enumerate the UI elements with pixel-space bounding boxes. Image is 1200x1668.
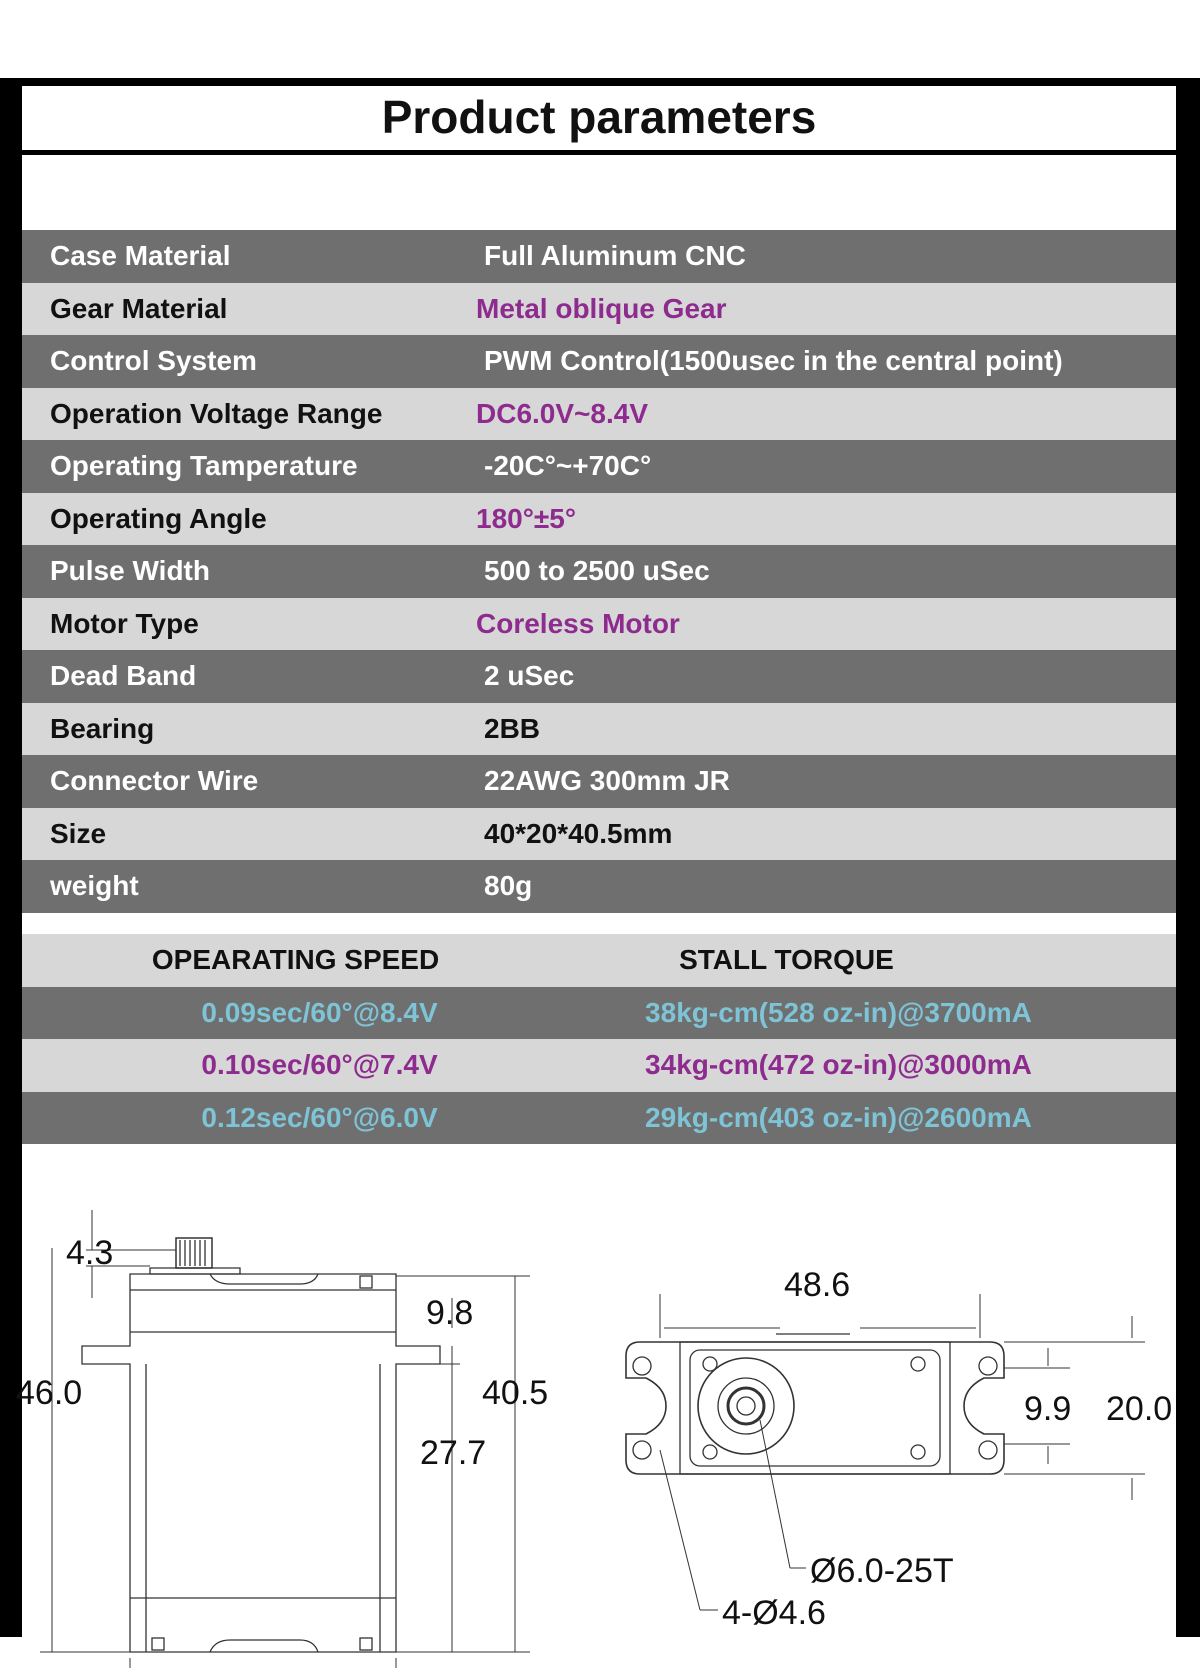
spec-label: weight <box>50 870 139 902</box>
title-divider <box>22 150 1176 155</box>
spec-value: Coreless Motor <box>476 607 680 639</box>
spec-row <box>22 598 1176 651</box>
spec-label: Operating Tamperature <box>50 450 358 482</box>
spec-label: Case Material <box>50 240 231 272</box>
speed-value: 0.09sec/60°@8.4V <box>201 996 438 1028</box>
spec-row <box>22 283 1176 336</box>
spec-label: Gear Material <box>50 292 228 324</box>
speed-header: OPEARATING SPEED <box>151 944 440 976</box>
spec-value: Metal oblique Gear <box>476 292 727 324</box>
spec-row <box>22 545 1176 598</box>
spec-label: Dead Band <box>50 660 197 692</box>
spec-value: 2BB <box>484 712 541 744</box>
dim-hole-spacing: 9.9 <box>1024 1390 1072 1428</box>
speed-value: 0.12sec/60°@6.0V <box>201 1101 438 1133</box>
performance-row <box>22 987 1176 1040</box>
spec-row <box>22 335 1176 388</box>
torque-value: 38kg-cm(528 oz-in)@3700mA <box>645 996 1032 1028</box>
performance-header <box>22 934 1176 987</box>
spec-row <box>22 493 1176 546</box>
torque-value: 34kg-cm(472 oz-in)@3000mA <box>645 1049 1032 1081</box>
dim-length: 48.6 <box>784 1266 851 1304</box>
spec-label: Control System <box>50 345 257 377</box>
spec-row <box>22 650 1176 703</box>
spec-label: Pulse Width <box>50 555 210 587</box>
spec-label: Operating Angle <box>50 502 267 534</box>
spec-value: 500 to 2500 uSec <box>484 555 710 587</box>
side-view-drawing <box>82 1238 440 1652</box>
page-title: Product parameters <box>381 91 817 143</box>
dimension-drawings <box>0 1234 1173 1668</box>
dim-top-width: 20.0 <box>1106 1390 1173 1428</box>
spec-label: Connector Wire <box>50 765 259 797</box>
spec-value: PWM Control(1500usec in the central point) <box>484 345 1063 377</box>
torque-header: STALL TORQUE <box>679 944 894 976</box>
spec-row <box>22 440 1176 493</box>
dim-body-height: 40.5 <box>482 1374 549 1412</box>
spec-value: 80g <box>484 870 533 902</box>
dim-holes: 4-Ø4.6 <box>722 1594 826 1632</box>
dim-spline: Ø6.0-25T <box>810 1552 954 1590</box>
dim-total-height: 46.0 <box>16 1374 83 1412</box>
spec-row <box>22 860 1176 913</box>
spec-table <box>22 230 1176 913</box>
spec-row <box>22 388 1176 441</box>
spec-value: DC6.0V~8.4V <box>476 397 648 429</box>
spec-label: Motor Type <box>50 607 199 639</box>
spec-label: Bearing <box>50 712 155 744</box>
spec-value: 180°±5° <box>476 502 577 534</box>
performance-table <box>22 934 1176 1144</box>
dim-spline-height: 4.3 <box>66 1234 114 1272</box>
performance-row <box>22 1039 1176 1092</box>
spec-row <box>22 230 1176 283</box>
spec-value: 40*20*40.5mm <box>484 817 673 849</box>
spec-label: Size <box>50 817 107 849</box>
torque-value: 29kg-cm(403 oz-in)@2600mA <box>645 1101 1032 1133</box>
dim-flange-offset: 9.8 <box>426 1294 474 1332</box>
performance-row <box>22 1092 1176 1145</box>
speed-value: 0.10sec/60°@7.4V <box>201 1049 438 1081</box>
spec-row <box>22 755 1176 808</box>
spec-value: 2 uSec <box>484 660 575 692</box>
spec-row <box>22 808 1176 861</box>
product-panel <box>16 86 1176 1637</box>
spec-row <box>22 703 1176 756</box>
spec-value: -20C°~+70C° <box>484 450 652 482</box>
top-view-drawing <box>626 1334 1004 1474</box>
spec-value: Full Aluminum CNC <box>484 240 746 272</box>
spec-label: Operation Voltage Range <box>50 397 383 429</box>
spec-value: 22AWG 300mm JR <box>484 765 730 797</box>
dim-lower-height: 27.7 <box>420 1434 487 1472</box>
